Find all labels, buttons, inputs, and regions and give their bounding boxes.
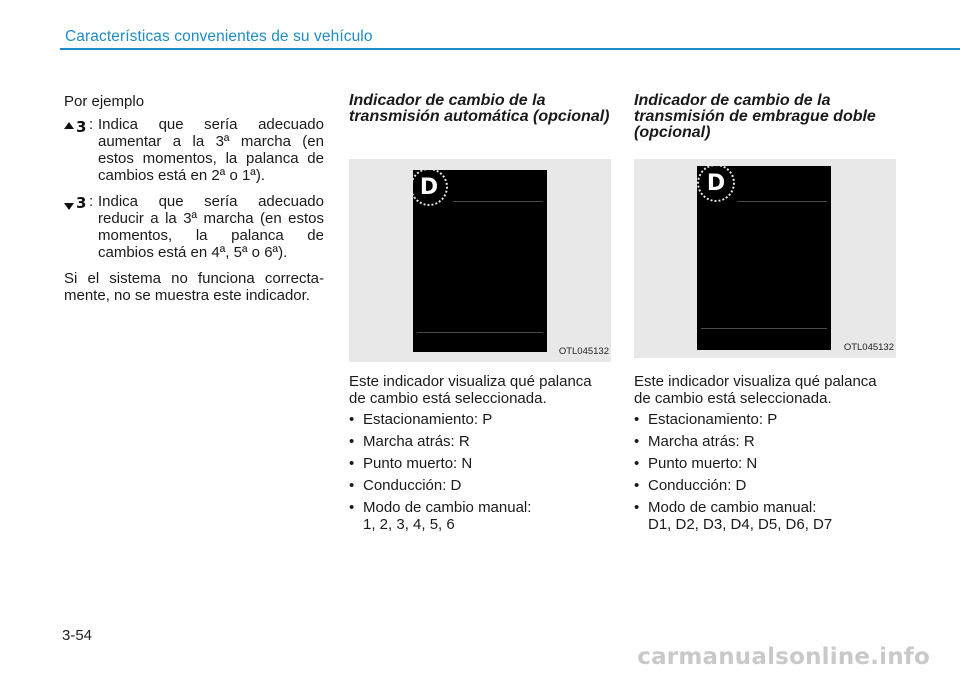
gear-indicator (697, 164, 735, 202)
svg-text:3: 3 (76, 195, 87, 212)
description-dual-clutch: Este indicador visualiza qué palanca de cambio está seleccionada. (634, 373, 877, 407)
figure-automatic (349, 159, 611, 362)
shift-down-definition: 3 : Indica que sería adecuado reducir a la 3ª marcha (en estos momentos, la palanca de cambios está en 4ª, 5ª o 6ª). (64, 193, 324, 261)
malfunction-note: Si el sistema no funciona correcta- mente, no se muestra este indicador. (64, 270, 324, 304)
list-item: • Estacionamiento: P (634, 411, 778, 428)
display-line (701, 328, 827, 329)
list-item: • Modo de cambio manual: D1, D2, D3, D4, D5, D6, D7 (634, 499, 833, 533)
list-item: • Modo de cambio manual: 1, 2, 3, 4, 5, 6 (349, 499, 532, 533)
display-line (453, 201, 543, 202)
header-rule (60, 48, 960, 50)
figure-code: OTL045132 (843, 342, 894, 353)
list-item: • Punto muerto: N (634, 455, 758, 472)
list-item: • Marcha atrás: R (349, 433, 470, 450)
gear-letter: D (419, 174, 439, 200)
gear-list-dual-clutch (634, 411, 896, 533)
example-intro: Por ejemplo (64, 93, 145, 110)
list-item: • Marcha atrás: R (634, 433, 755, 450)
figure-code: OTL045132 (558, 346, 609, 357)
watermark: carmanualsonline.info (637, 644, 930, 670)
svg-text:3: 3 (76, 118, 87, 134)
shift-down-text: Indica que sería adecuado reducir a la 3ª marcha (en estos momentos, la palanca de cambios está en 4ª, 5ª o 6ª). (98, 193, 324, 261)
gear-indicator (410, 168, 448, 206)
display-line (417, 332, 543, 333)
gear-letter: D (706, 170, 726, 196)
figure-dual-clutch (634, 159, 896, 358)
column-automatic (349, 93, 611, 538)
list-item: • Conducción: D (634, 477, 747, 494)
display-line (737, 201, 827, 202)
list-item: • Estacionamiento: P (349, 411, 493, 428)
section-title-dual-clutch: Indicador de cambio de la transmisión de embrague doble (opcional) (634, 92, 876, 141)
list-item: • Conducción: D (349, 477, 462, 494)
column-dual-clutch (634, 93, 896, 538)
shift-up-text: Indica que sería adecuado aumentar a la 3ª marcha (en estos momentos, la palanca de cambios está en 2ª o 1ª). (98, 116, 324, 184)
list-item: • Punto muerto: N (349, 455, 473, 472)
gear-list-automatic (349, 411, 611, 533)
shift-up-definition: 3 : Indica que sería adecuado aumentar a la 3ª marcha (en estos momentos, la palanca de cambios está en 2ª o 1ª). (64, 116, 324, 184)
description-automatic: Este indicador visualiza qué palanca de cambio está seleccionada. (349, 373, 592, 407)
section-title-automatic: Indicador de cambio de la transmisión automática (opcional) (349, 92, 610, 125)
page-number: 3-54 (62, 627, 93, 644)
chapter-title: Características convenientes de su vehículo (65, 28, 373, 45)
column-example (64, 93, 324, 310)
